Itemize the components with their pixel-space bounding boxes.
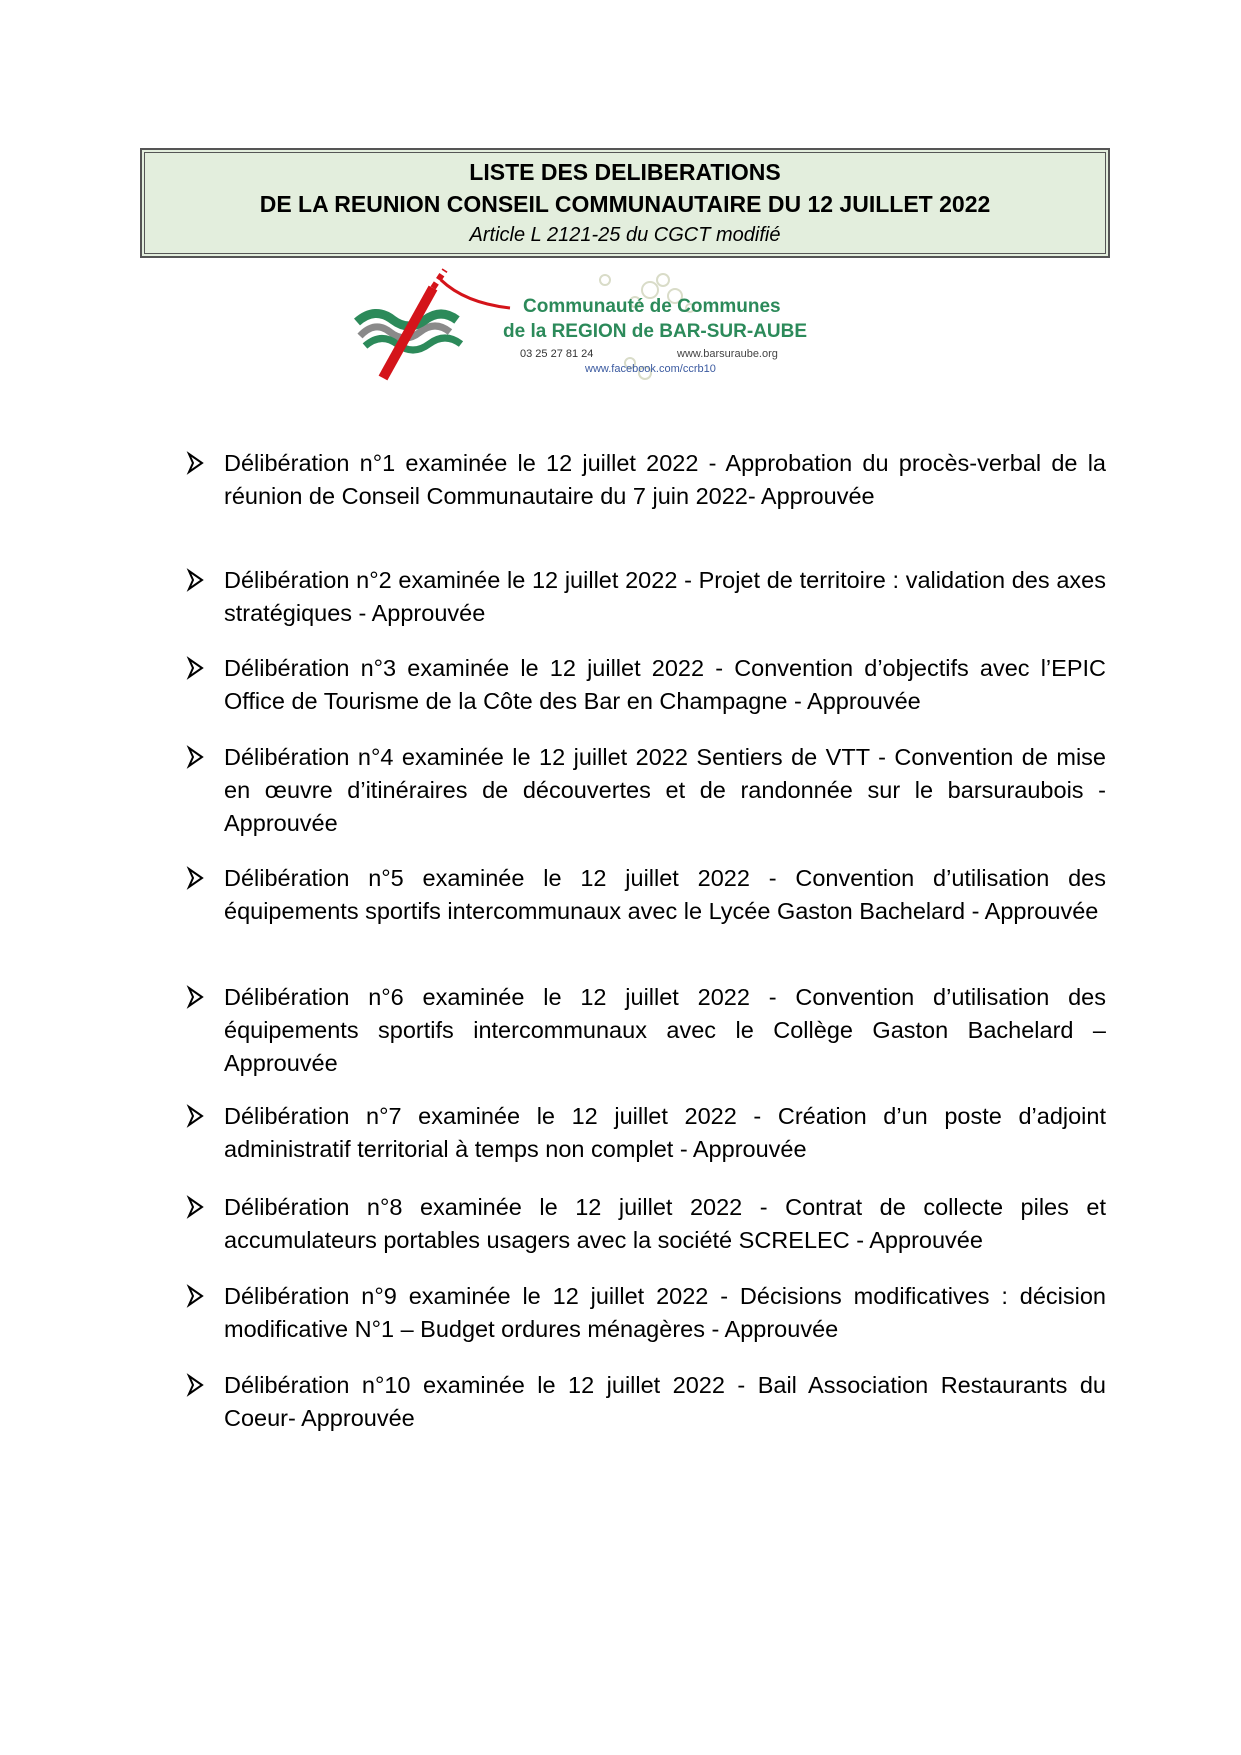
arrow-bullet-icon <box>186 568 206 592</box>
deliberation-text: Délibération n°2 examinée le 12 juillet 2022 - Projet de territoire : validation des axes stratégiques - Approuvée <box>224 567 1106 626</box>
deliberation-text: Délibération n°8 examinée le 12 juillet 2022 - Contrat de collecte piles et accumulateurs portables usagers avec la société SCRELEC - Approuvée <box>224 1194 1106 1253</box>
logo-website: www.barsuraube.org <box>677 348 778 360</box>
arrow-bullet-icon <box>186 1284 206 1308</box>
arrow-bullet-icon <box>186 1104 206 1128</box>
arrow-bullet-icon <box>186 985 206 1009</box>
arrow-bullet-icon <box>186 1195 206 1219</box>
arrow-bullet-icon <box>186 866 206 890</box>
arrow-bullet-icon <box>186 1373 206 1397</box>
page-subtitle: Article L 2121-25 du CGCT modifié <box>469 224 781 246</box>
deliberation-text: Délibération n°1 examinée le 12 juillet 2022 - Approbation du procès-verbal de la réunion de Conseil Communautaire du 7 juin 2022- Approuvée <box>224 450 1106 509</box>
logo-phone: 03 25 27 81 24 <box>520 348 594 360</box>
deliberation-text: Délibération n°4 examinée le 12 juillet 2022 Sentiers de VTT - Convention de mise en œuvre d’itinéraires de découvertes et de randonnée sur le barsuraubois - Approuvée <box>224 744 1106 836</box>
logo-name-line1: Communauté de Communes <box>523 296 781 317</box>
logo-facebook: www.facebook.com/ccrb10 <box>585 363 716 375</box>
deliberation-text: Délibération n°5 examinée le 12 juillet 2022 - Convention d’utilisation des équipements sportifs intercommunaux avec le Lycée Gaston Bachelard - Approuvée <box>224 865 1106 924</box>
page-title-line2: DE LA REUNION CONSEIL COMMUNAUTAIRE DU 12 JUILLET 2022 <box>259 191 991 217</box>
deliberation-text: Délibération n°6 examinée le 12 juillet 2022 - Convention d’utilisation des équipements sportifs intercommunaux avec le Collège Gaston Bachelard – Approuvée <box>224 984 1106 1076</box>
deliberation-text: Délibération n°10 examinée le 12 juillet 2022 - Bail Association Restaurants du Coeur- Approuvée <box>224 1372 1106 1431</box>
header-box <box>140 148 1110 258</box>
deliberation-text: Délibération n°7 examinée le 12 juillet 2022 - Création d’un poste d’adjoint administratif territorial à temps non complet - Approuvée <box>224 1103 1106 1162</box>
arrow-bullet-icon <box>186 656 206 680</box>
arrow-bullet-icon <box>186 451 206 475</box>
deliberation-text: Délibération n°3 examinée le 12 juillet 2022 - Convention d’objectifs avec l’EPIC Office de Tourisme de la Côte des Bar en Champagne - Approuvée <box>224 655 1106 714</box>
deliberation-text: Délibération n°9 examinée le 12 juillet 2022 - Décisions modificatives : décision modificative N°1 – Budget ordures ménagères - Approuvée <box>224 1283 1106 1342</box>
page-title: LISTE DES DELIBERATIONS <box>469 159 781 185</box>
logo-name-line2: de la REGION de BAR-SUR-AUBE <box>503 321 808 342</box>
arrow-bullet-icon <box>186 745 206 769</box>
organization-logo <box>345 268 890 384</box>
